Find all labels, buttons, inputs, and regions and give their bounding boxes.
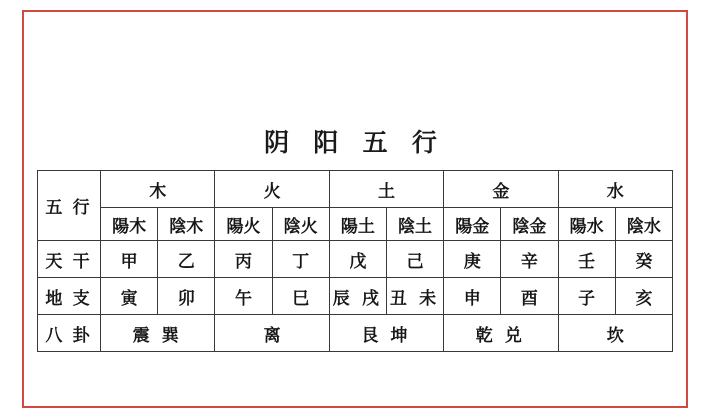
- tiangan-cell-6: 己: [386, 241, 443, 278]
- group-cell-fire: 火: [215, 171, 329, 208]
- tiangan-cell-9: 壬: [558, 241, 615, 278]
- bagua-cell-metal: 乾 兑: [444, 315, 558, 352]
- subgroup-cell-yin-water: 陰水: [615, 208, 672, 241]
- tiangan-cell-3: 丙: [215, 241, 272, 278]
- page-title: 阴 阳 五 行: [264, 130, 446, 157]
- bagua-cell-earth: 艮 坤: [329, 315, 443, 352]
- dizhi-cell-8: 酉: [501, 278, 558, 315]
- tiangan-cell-10: 癸: [615, 241, 672, 278]
- row-header-tiangan: 天 干: [38, 241, 101, 278]
- bagua-cell-fire: 离: [215, 315, 329, 352]
- subgroup-cell-yang-earth: 陽土: [329, 208, 386, 241]
- subgroup-cell-yang-water: 陽水: [558, 208, 615, 241]
- tiangan-cell-4: 丁: [272, 241, 329, 278]
- table-row-groups: [38, 171, 673, 208]
- table-row-subgroups: [38, 208, 673, 241]
- subgroup-cell-yang-metal: 陽金: [444, 208, 501, 241]
- group-cell-earth: 土: [329, 171, 443, 208]
- subgroup-cell-yin-fire: 陰火: [272, 208, 329, 241]
- row-header-dizhi: 地 支: [38, 278, 101, 315]
- wuxing-table: [37, 170, 673, 352]
- row-header-bagua: 八 卦: [38, 315, 101, 352]
- dizhi-cell-5: 辰 戌: [329, 278, 386, 315]
- table-row-dizhi: [38, 278, 673, 315]
- dizhi-cell-4: 巳: [272, 278, 329, 315]
- bagua-cell-water: 坎: [558, 315, 673, 352]
- table-row-tiangan: [38, 241, 673, 278]
- subgroup-cell-yin-earth: 陰土: [386, 208, 443, 241]
- table-row-bagua: [38, 315, 673, 352]
- dizhi-cell-9: 子: [558, 278, 615, 315]
- dizhi-cell-3: 午: [215, 278, 272, 315]
- dizhi-cell-1: 寅: [101, 278, 158, 315]
- dizhi-cell-2: 卯: [158, 278, 215, 315]
- wuxing-table-container: [37, 170, 673, 352]
- tiangan-cell-2: 乙: [158, 241, 215, 278]
- tiangan-cell-7: 庚: [444, 241, 501, 278]
- subgroup-cell-yin-wood: 陰木: [158, 208, 215, 241]
- dizhi-cell-6: 丑 未: [386, 278, 443, 315]
- bagua-cell-wood: 震 巽: [101, 315, 215, 352]
- subgroup-cell-yang-fire: 陽火: [215, 208, 272, 241]
- dizhi-cell-7: 申: [444, 278, 501, 315]
- subgroup-cell-yin-metal: 陰金: [501, 208, 558, 241]
- tiangan-cell-1: 甲: [101, 241, 158, 278]
- subgroup-cell-yang-wood: 陽木: [101, 208, 158, 241]
- row-header-wuxing: 五 行: [38, 171, 101, 241]
- tiangan-cell-8: 辛: [501, 241, 558, 278]
- group-cell-metal: 金: [444, 171, 558, 208]
- group-cell-water: 水: [558, 171, 673, 208]
- group-cell-wood: 木: [101, 171, 215, 208]
- tiangan-cell-5: 戊: [329, 241, 386, 278]
- dizhi-cell-10: 亥: [615, 278, 672, 315]
